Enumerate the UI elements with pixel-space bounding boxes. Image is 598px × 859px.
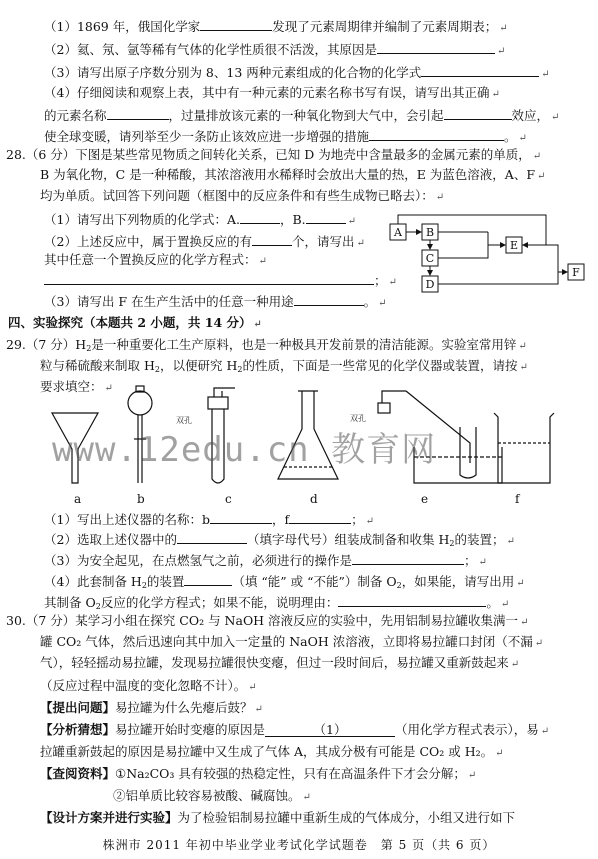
apparatus-label-a: a	[74, 492, 82, 506]
answer-blank[interactable]	[306, 211, 346, 224]
q27-line-1: （1）1869 年，俄国化学家 发现了元素周期律并编制了元素周期表； ↵	[44, 19, 508, 34]
node-F-label: F	[572, 266, 580, 279]
answer-blank[interactable]	[338, 594, 486, 607]
q28-line-2: B 为氧化物，C 是一种稀酸，其浓溶液用水稀释时会放出大量的热，E 为蓝色溶液，A、F ↵	[40, 167, 546, 182]
beaker-icon	[494, 413, 554, 483]
q30-line-2: 罐 CO₂ 气体，然后迅速向其中加入一定量的 NaOH 浓溶液，立即将易拉罐口封闭（不漏 ↵	[40, 634, 544, 649]
answer-blank[interactable]	[369, 128, 504, 141]
answer-blank[interactable]	[240, 211, 280, 224]
q28-line-1: 28.（6 分）下图是某些常见物质之间转化关系，已知 D 为地壳中含量最多的金属元素的单质， ↵	[6, 147, 542, 162]
answer-blank[interactable]	[377, 41, 495, 54]
q28-line-6: 其中任意一个置换反应的化学方程式： ↵	[44, 252, 267, 267]
q30-references: 【查阅资料】①Na₂CO₃ 具有较强的热稳定性，只有在高温条件下才会分解； ↵	[40, 766, 477, 781]
q27-line-2: （2）氦、氖、氩等稀有气体的化学性质很不活泼，其原因是 ↵	[44, 42, 506, 57]
q28-line-3: 均为单质。试回答下列问题（框图中的反应条件和有些生成物已略去）： ↵	[40, 188, 445, 203]
apparatus-label-f: f	[515, 492, 520, 506]
answer-blank[interactable]	[44, 272, 374, 285]
answer-blank[interactable]	[421, 64, 539, 77]
answer-blank[interactable]	[289, 511, 351, 524]
q29-sub-4: （4）此套制备 $H_2$的装置 （填 “能” 或 “不能”）制备 $O_2$，如果能，请写出用 ↵	[44, 574, 525, 590]
page-footer: 株洲市 2011 年初中毕业学业考试化学试题卷 第 5 页（共 6 页）	[102, 838, 496, 852]
q28-line-6-blank: ； ↵	[44, 272, 397, 288]
q29-line-1: 29.（7 分）$H_2$是一种重要化工生产原料，也是一种极具开发前景的清洁能源。实验室常用锌 ↵	[6, 337, 527, 353]
answer-blank[interactable]	[294, 293, 364, 306]
q29-line-2: 粒与稀硫酸来制取 $H_2$，以便研究 $H_2$的性质，下面是一些常见的化学仪器或装置，请按 ↵	[40, 358, 528, 374]
section-4-heading: 四、实验探究（本题共 2 小题，共 14 分） ↵	[8, 315, 262, 330]
q29-line-3: 要求填空： ↵	[40, 379, 113, 394]
hole-label-e: 双孔	[350, 414, 366, 423]
q30-line-4: （反应过程中温度的变化忽略不计）。 ↵	[40, 678, 257, 693]
answer-blank[interactable]	[210, 511, 272, 524]
answer-blank[interactable]	[177, 531, 247, 544]
q30-references-2: ②铝单质比较容易被酸、碱腐蚀。 ↵	[113, 788, 311, 803]
apparatus-label-e: e	[421, 492, 429, 506]
apparatus-label-d: d	[310, 492, 318, 506]
q30-hypothesis: 【分析猜想】易拉罐开始时变瘪的原因是 （1） （用化学方程式表示），易 ↵	[40, 722, 550, 737]
q30-line-3: 气），轻轻摇动易拉罐，发现易拉罐很快变瘪，但过一段时间后，易拉罐又重新鼓起来 ↵	[40, 655, 520, 670]
apparatus-label-c: c	[225, 492, 232, 506]
answer-blank-1[interactable]: （1）	[265, 724, 395, 737]
node-C-label: C	[425, 252, 435, 265]
q27-line-6: 使全球变暖，请列举至少一条防止该效应进一步增强的措施 。 ↵	[44, 129, 527, 144]
q28-line-4: （1）请写出下列物质的化学式：A. ，B. ↵	[44, 212, 357, 227]
answer-blank[interactable]	[352, 552, 464, 565]
q29-sub-5: 其制备 $O_2$反应的化学方程式；如果不能，说明理由： 。 ↵	[44, 595, 510, 611]
apparatus-label-b: b	[137, 492, 145, 506]
node-E-label: E	[509, 239, 519, 252]
q30-ask-question: 【提出问题】易拉罐为什么先瘪后鼓？ ↵	[40, 700, 263, 715]
answer-blank[interactable]	[252, 233, 292, 246]
hole-label-c: 双孔	[176, 416, 192, 425]
q29-sub-2: （2）选取上述仪器中的 （填字母代号）组装成制备和收集 $H_2$的装置； ↵	[44, 532, 515, 548]
q30-design: 【设计方案并进行实验】为了检验铝制易拉罐中重新生成的气体成分，小组又进行如下	[40, 810, 516, 825]
q29-sub-3: （3）为安全起见，在点燃氢气之前，必须进行的操作是 ； ↵	[44, 553, 487, 568]
q30-hypothesis-cont: 拉罐重新鼓起的原因是易拉罐中又生成了气体 A，其成分极有可能是 CO₂ 或 H₂。 ↵	[40, 744, 504, 759]
answer-blank[interactable]	[444, 107, 512, 120]
q27-line-3: （3）请写出原子序数分别为 8、13 两种元素组成的化合物的化学式 ↵	[44, 65, 550, 80]
conversion-flow-diagram	[388, 212, 588, 298]
node-D-label: D	[425, 278, 435, 291]
q30-line-1: 30.（7 分）某学习小组在探究 CO₂ 与 NaOH 溶液反应的实验中，先用铝制易拉罐收集满一 ↵	[6, 613, 529, 628]
q28-line-7: （3）请写出 F 在生产生活中的任意一种用途 。 ↵	[44, 294, 387, 309]
node-B-label: B	[425, 226, 435, 239]
q29-sub-1: （1）写出上述仪器的名称：b ，f ； ↵	[44, 512, 375, 527]
watermark: www.12edu.cn 教育网	[52, 430, 437, 470]
q28-line-5: （2）上述反应中，属于置换反应的有 个，请写出 ↵	[44, 234, 365, 249]
q27-line-4: （4）仔细阅读和观察上表，其中有一种元素的元素名称书写有误，请写出其正确 ↵	[44, 85, 500, 100]
q27-line-5: 的元素名称 ，过量排放该元素的一种氧化物到大气中，会引起 效应， ↵	[44, 108, 560, 123]
answer-blank[interactable]	[184, 573, 232, 586]
answer-blank[interactable]	[107, 107, 169, 120]
node-A-label: A	[394, 226, 402, 239]
answer-blank[interactable]	[200, 18, 272, 31]
